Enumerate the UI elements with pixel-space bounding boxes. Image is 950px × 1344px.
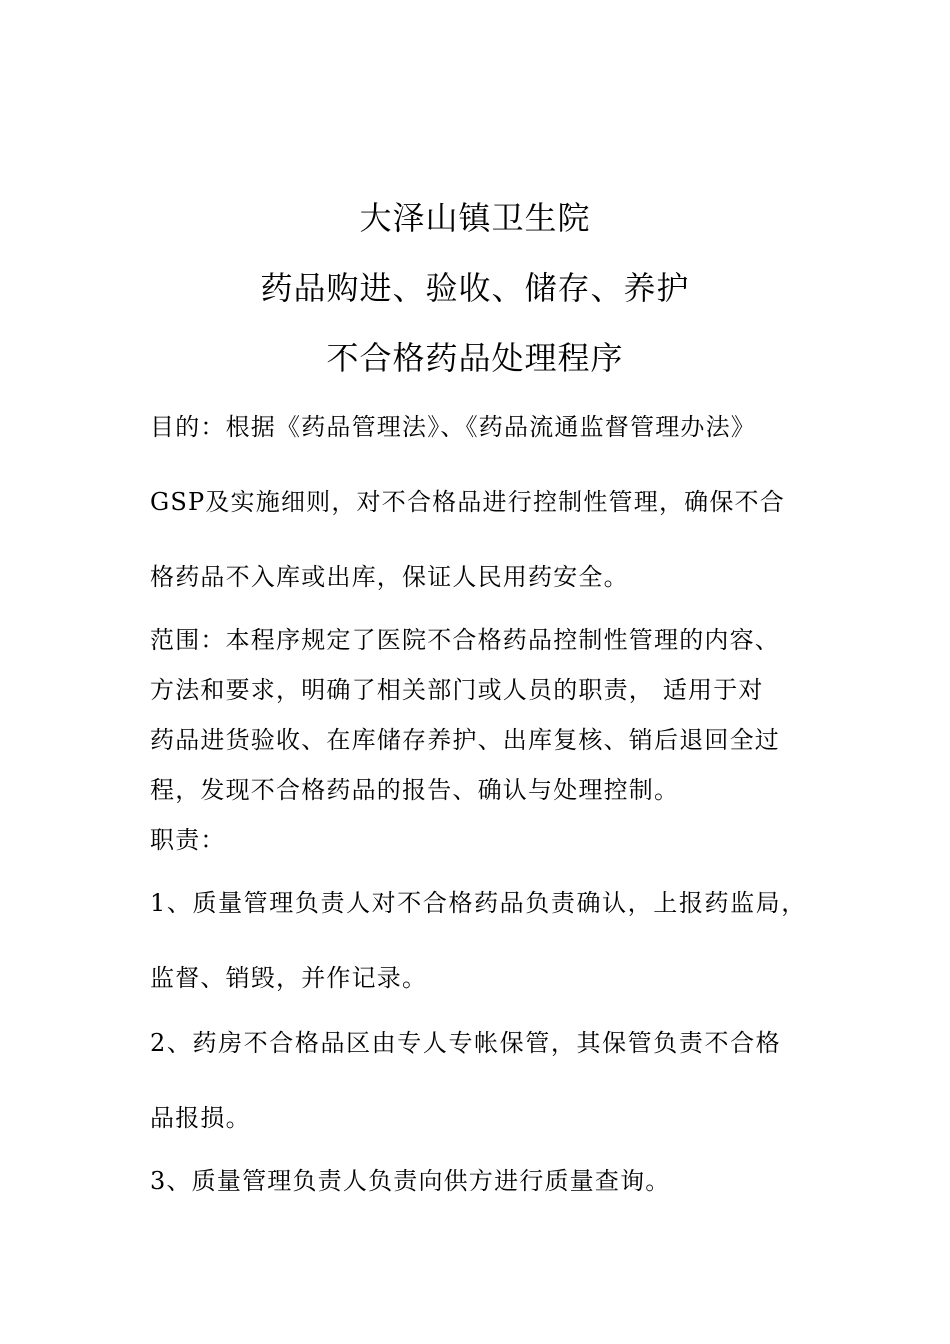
duties-heading: 职责：	[150, 826, 226, 854]
purpose-line: GSP及实施细则，对不合格品进行控制性管理，确保不合	[150, 488, 785, 516]
scope-line: 药品进货验收、在库储存养护、出库复核、销后退回全过	[150, 726, 780, 754]
title-procedure-scope: 药品购进、验收、储存、养护	[260, 269, 690, 307]
duty-line: 3、质量管理负责人负责向供方进行质量查询。	[150, 1167, 671, 1195]
scope-line: 方法和要求，明确了相关部门或人员的职责， 适用于对	[150, 676, 764, 704]
scope-line: 程，发现不合格药品的报告、确认与处理控制。	[150, 776, 680, 804]
purpose-line: 格药品不入库或出库，保证人民用药安全。	[150, 563, 629, 591]
duty-line: 监督、销毁，并作记录。	[150, 964, 428, 992]
duty-line: 1、质量管理负责人对不合格药品负责确认，上报药监局，	[150, 889, 807, 917]
duty-line: 2、药房不合格品区由专人专帐保管，其保管负责不合格	[150, 1029, 782, 1057]
title-hospital-name: 大泽山镇卫生院	[359, 199, 591, 237]
duty-line: 品报损。	[150, 1104, 251, 1132]
purpose-line: 目的：根据《药品管理法》、《药品流通监督管理办法》	[150, 413, 756, 441]
title-procedure-name: 不合格药品处理程序	[326, 339, 624, 377]
scope-line: 范围：本程序规定了医院不合格药品控制性管理的内容、	[150, 626, 780, 654]
